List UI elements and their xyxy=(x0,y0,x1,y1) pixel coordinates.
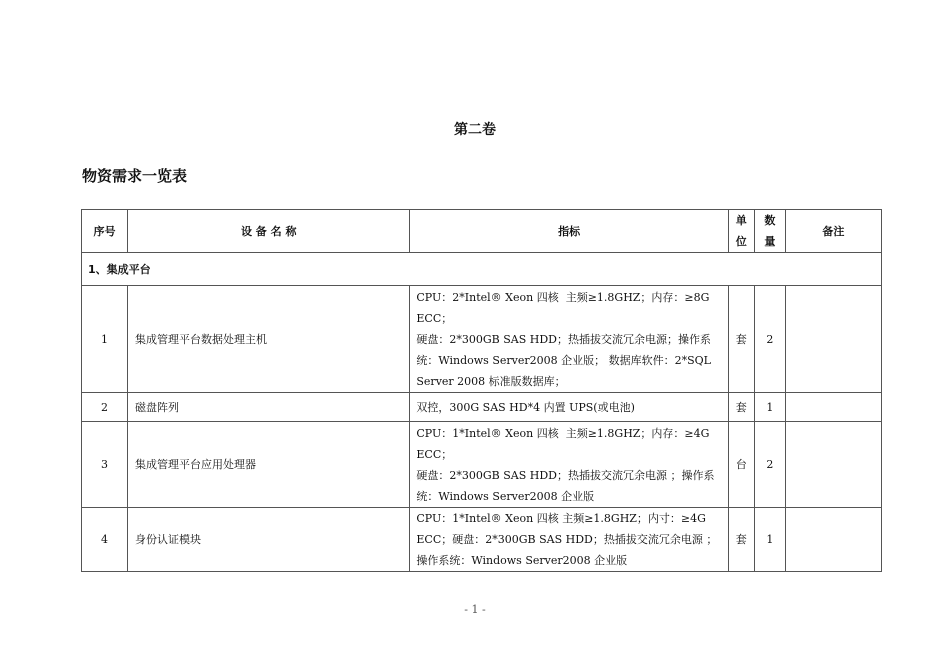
table-row xyxy=(82,286,882,393)
row-name: 集成管理平台应用处理器 xyxy=(128,422,410,508)
header-spec: 指标 xyxy=(410,210,728,253)
row-qty: 2 xyxy=(754,422,785,508)
header-qty-line1: 数 xyxy=(764,214,776,227)
header-note: 备注 xyxy=(785,210,881,253)
row-spec-line2: 硬盘：2*300GB SAS HDD；热插拔交流冗余电源；操作系统：Windows Server2008 企业版； 数据库软件：2*SQL Server 2008 标准版数据库； xyxy=(416,332,711,388)
header-unit xyxy=(728,210,754,253)
row-spec-line1: CPU：2*Intel® Xeon 四核 主频≥1.8GHZ；内存：≥8G ECC； xyxy=(416,290,710,325)
row-no: 4 xyxy=(82,508,128,572)
header-no: 序号 xyxy=(82,210,128,253)
row-note xyxy=(785,422,881,508)
header-row xyxy=(82,210,882,253)
header-unit-line1: 单 xyxy=(735,214,747,227)
row-unit: 台 xyxy=(728,422,754,508)
header-name: 设 备 名 称 xyxy=(128,210,410,253)
table-row xyxy=(82,393,882,422)
row-spec-line1: CPU：1*Intel® Xeon 四核 主频≥1.8GHZ；内存：≥4G ECC； xyxy=(416,426,710,461)
row-unit: 套 xyxy=(728,286,754,393)
row-unit: 套 xyxy=(728,508,754,572)
row-spec: CPU：1*Intel® Xeon 四核 主频≥1.8GHZ；内寸：≥4G ECC；硬盘：2*300GB SAS HDD；热插拔交流冗余电源 ；操作系统：Windows Server2008 企业版 xyxy=(410,508,728,572)
list-title: 物资需求一览表 xyxy=(82,167,188,185)
row-note xyxy=(785,508,881,572)
row-unit: 套 xyxy=(728,393,754,422)
row-spec-line2: 硬盘：2*300GB SAS HDD；热插拔交流冗余电源 ；操作系统：Windows Server2008 企业版 xyxy=(416,468,715,503)
row-qty: 2 xyxy=(754,286,785,393)
row-spec xyxy=(410,422,728,508)
section-label: 1、集成平台 xyxy=(82,253,882,286)
header-unit-line2: 位 xyxy=(735,235,747,248)
section-row xyxy=(82,253,882,286)
row-no: 1 xyxy=(82,286,128,393)
row-note xyxy=(785,393,881,422)
page-number: - 1 - xyxy=(464,603,486,616)
row-spec: 双控，300G SAS HD*4 内置 UPS(或电池) xyxy=(410,393,728,422)
row-no: 2 xyxy=(82,393,128,422)
requirements-table xyxy=(81,209,882,572)
row-name: 集成管理平台数据处理主机 xyxy=(128,286,410,393)
header-qty xyxy=(754,210,785,253)
row-spec xyxy=(410,286,728,393)
row-no: 3 xyxy=(82,422,128,508)
row-qty: 1 xyxy=(754,508,785,572)
row-name: 身份认证模块 xyxy=(128,508,410,572)
row-name: 磁盘阵列 xyxy=(128,393,410,422)
row-qty: 1 xyxy=(754,393,785,422)
table-row xyxy=(82,422,882,508)
header-qty-line2: 量 xyxy=(764,235,776,248)
volume-title: 第二卷 xyxy=(454,122,496,138)
table-row xyxy=(82,508,882,572)
row-note xyxy=(785,286,881,393)
